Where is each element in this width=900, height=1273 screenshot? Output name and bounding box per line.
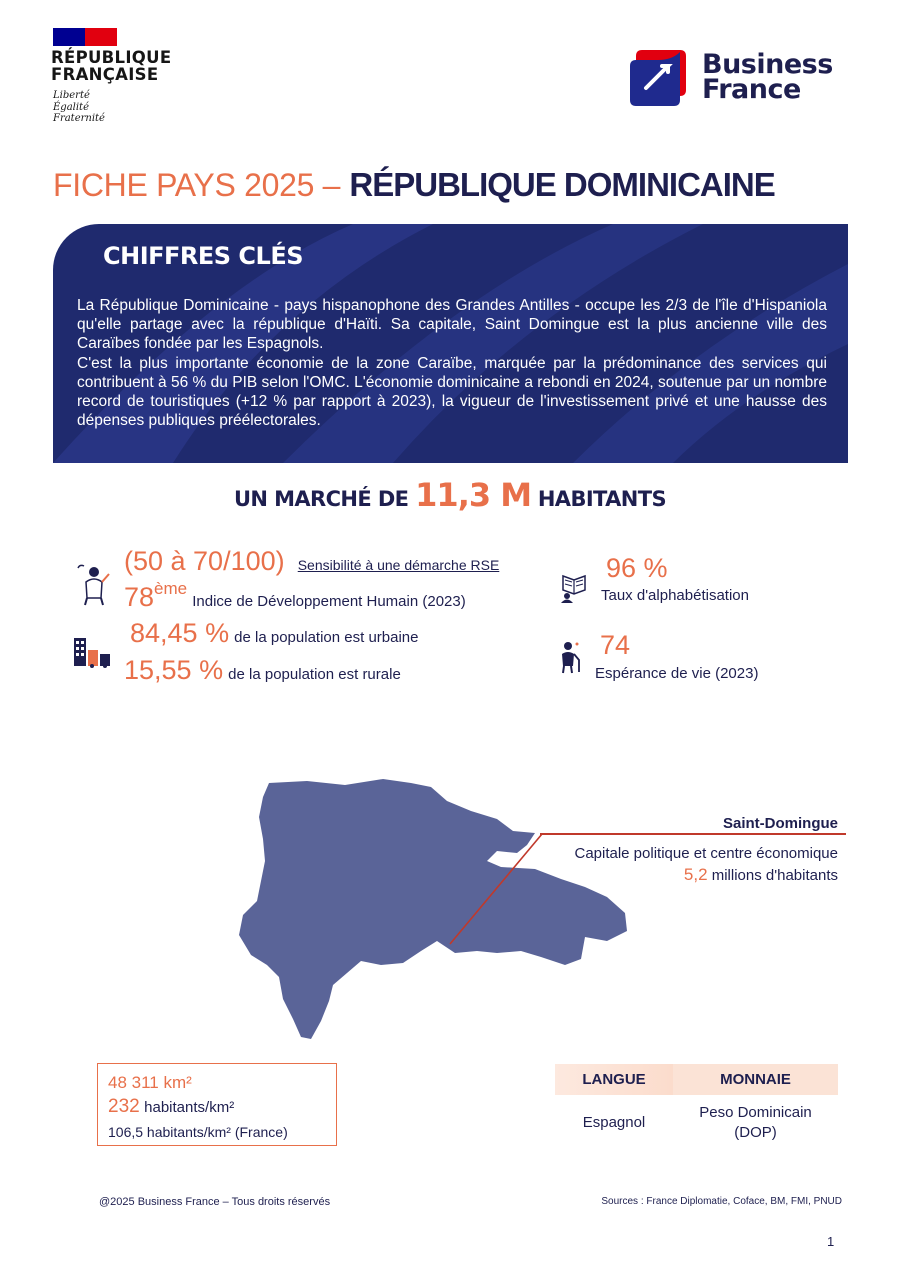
rural-label: de la population est rurale — [228, 666, 401, 683]
literacy-label: Taux d'alphabétisation — [601, 587, 749, 604]
sources-text: Sources : France Diplomatie, Coface, BM, FMI, PNUD — [601, 1196, 842, 1207]
market-suffix: HABITANTS — [537, 487, 667, 511]
density-label: habitants/km² — [144, 1099, 235, 1116]
capital-population-label: millions d'habitants — [711, 867, 838, 884]
capital-population — [574, 864, 838, 886]
capital-pointer-line — [446, 828, 546, 948]
market-heading — [0, 476, 900, 514]
key-figures-heading: CHIFFRES CLÉS — [103, 242, 304, 270]
business-france-logo-icon — [628, 48, 688, 108]
capital-role: Capitale politique et centre économique — [574, 845, 838, 862]
title-prefix: FICHE PAYS 2025 – — [53, 167, 341, 203]
capital-description — [574, 843, 838, 886]
currency-header: MONNAIE — [673, 1064, 838, 1095]
urban-value: 84,45 % — [130, 618, 230, 648]
page-title — [53, 166, 893, 205]
urban-stat — [130, 618, 418, 648]
rural-value: 15,55 % — [124, 655, 224, 685]
literacy-value: 96 % — [606, 553, 668, 583]
key-figures-text — [77, 296, 827, 430]
person-presenting-icon — [74, 562, 112, 606]
idh-rank: 78 — [124, 582, 155, 612]
language-value: Espagnol — [582, 1114, 646, 1131]
capital-underline — [540, 833, 846, 835]
motto-egalite: Égalité — [53, 101, 89, 113]
density-value: 232 — [108, 1096, 140, 1117]
motto-liberte: Liberté — [53, 90, 90, 101]
life-expectancy-value: 74 — [600, 630, 631, 660]
rse-stat — [124, 546, 499, 576]
bf-line2: France — [702, 74, 801, 105]
key-figures-paragraph-2: C'est la plus importante économie de la zone Caraïbe, marquée par la prédominance des services qui contribuent à 56 % du PIB selon l'OMC. L'économie dominicaine a rebondi en 2024, soutenue par un nombre record de touristiques (+12 % par rapport à 2023), la vigueur de l'investissement privé et une hausse des dépenses publiques préélectorales. — [77, 354, 827, 430]
area-density-box — [97, 1063, 337, 1146]
gov-logo-line2: FRANÇAISE — [51, 65, 159, 84]
republique-francaise-logo — [51, 49, 171, 83]
motto-fraternite: Fraternité — [53, 113, 105, 124]
rural-stat — [124, 655, 401, 685]
city-buildings-icon — [72, 636, 112, 668]
gov-logo-line1: RÉPUBLIQUE — [51, 48, 172, 67]
idh-label: Indice de Développement Humain (2023) — [192, 593, 466, 610]
idh-rank-suffix: ème — [154, 579, 188, 598]
market-population: 11,3 M — [415, 476, 532, 514]
dominican-republic-map — [235, 775, 635, 1045]
republique-francaise-flag-icon — [53, 28, 117, 46]
urban-label: de la population est urbaine — [234, 629, 419, 646]
area-surface: 48 311 km² — [108, 1073, 192, 1092]
rse-label-link[interactable]: Sensibilité à une démarche RSE — [297, 557, 500, 573]
market-prefix: UN MARCHÉ DE — [233, 487, 409, 511]
key-figures-banner — [53, 224, 848, 463]
currency-code: (DOP) — [734, 1124, 777, 1141]
business-france-wordmark — [702, 49, 833, 105]
life-expectancy-label: Espérance de vie (2023) — [595, 665, 759, 682]
copyright-text: @2025 Business France – Tous droits réservés — [99, 1196, 331, 1208]
currency-value — [673, 1095, 838, 1144]
title-country: RÉPUBLIQUE DOMINICAINE — [349, 166, 775, 203]
rse-score: (50 à 70/100) — [124, 546, 285, 576]
area-density — [108, 1095, 326, 1120]
reading-book-icon — [555, 566, 593, 604]
capital-population-value: 5,2 — [683, 865, 708, 884]
currency-name: Peso Dominicain — [699, 1104, 812, 1121]
republic-motto — [53, 90, 105, 125]
bf-line1: Business — [702, 49, 833, 80]
idh-stat — [124, 579, 466, 612]
key-figures-paragraph-1: La République Dominicaine - pays hispanophone des Grandes Antilles - occupe les 2/3 de l'île d'Hispaniola qu'elle partage avec la république d'Haïti. Sa capitale, Saint Domingue est la plus ancienne ville des Caraïbes fondée par les Espagnols. — [77, 297, 827, 353]
france-density: 106,5 habitants/km² (France) — [108, 1124, 288, 1140]
language-currency-table — [555, 1064, 838, 1144]
page-number: 1 — [827, 1234, 835, 1249]
language-header: LANGUE — [555, 1064, 673, 1095]
capital-name: Saint-Domingue — [723, 815, 838, 832]
elderly-person-icon — [555, 638, 585, 674]
